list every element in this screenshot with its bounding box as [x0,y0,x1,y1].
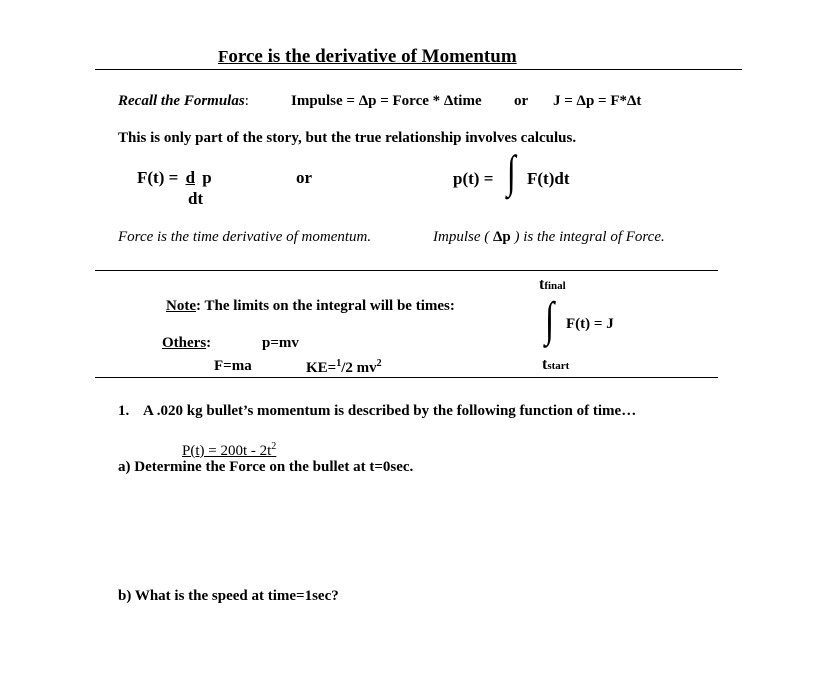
title-first-letter: F [218,47,229,66]
recall-or: or [514,93,529,109]
intro-text: This is only part of the story, but the true relationship involves calculus. [118,130,577,146]
recall-line [118,93,249,110]
problem-number: 1. [118,403,130,419]
ke-mid: mv [352,360,377,376]
others-line [162,335,211,352]
limit-upper-t: t [539,276,545,293]
limit-lower-sub: start [547,360,570,372]
others-label: Others [162,335,207,351]
integral-lhs: p(t) = [453,169,494,188]
integral-sign: ∫ [506,146,516,197]
impulse-caption [433,229,665,246]
impulse-formula: Impulse = Δp = Force * Δtime [291,93,482,109]
question-a: a) Determine the Force on the bullet at t=0sec. [118,459,414,475]
limit-expr: F(t) = J [566,316,614,332]
force-caption: Force is the time derivative of momentum. [118,229,372,245]
limit-upper [539,276,566,294]
momentum-function-exp: 2 [271,441,277,452]
momentum-function-pre: P(t) = 200t - 2t [182,443,272,459]
derivative-or: or [296,168,313,187]
derivative-dt: dt [188,189,204,208]
ke-exp: 2 [376,358,382,369]
note-bottom-rule [95,377,718,378]
ke-formula [306,358,382,377]
integral-body: F(t)dt [527,169,570,188]
impulse-caption-pre: Impulse ( [433,229,490,245]
limit-upper-sub: final [544,280,566,292]
limit-lower [542,356,569,374]
ke-pre: KE= [306,360,337,376]
page-title [218,46,517,68]
p-mv: p=mv [262,335,299,351]
title-rest: orce is the derivative of Momentum [228,46,517,67]
derivative-p: p [198,168,212,187]
others-colon: : [206,335,212,351]
ke-num: 1 [336,358,342,369]
impulse-caption-dp: Δp [489,229,515,245]
j-formula: J = Δp = F*Δt [553,93,642,109]
recall-colon: : [244,93,249,109]
note-top-rule [95,270,718,271]
question-b: b) What is the speed at time=1sec? [118,588,339,604]
recall-label: Recall the Formulas [118,93,245,109]
title-rule [95,69,742,70]
limit-lower-t: t [542,356,548,373]
ke-den: /2 [341,360,353,376]
impulse-caption-post: ) is the integral of Force. [514,229,665,245]
derivative-formula [137,168,212,188]
note-label: Note [166,298,196,314]
momentum-function [182,441,276,460]
derivative-lhs: F(t) = [137,168,183,187]
note-text: : The limits on the integral will be times: [196,298,455,314]
note-line [166,298,455,315]
limit-integral-sign: ∫ [544,293,555,346]
derivative-d: d [185,168,196,187]
f-ma: F=ma [214,358,252,374]
problem-text: A .020 kg bullet’s momentum is described by the following function of time… [143,403,637,419]
